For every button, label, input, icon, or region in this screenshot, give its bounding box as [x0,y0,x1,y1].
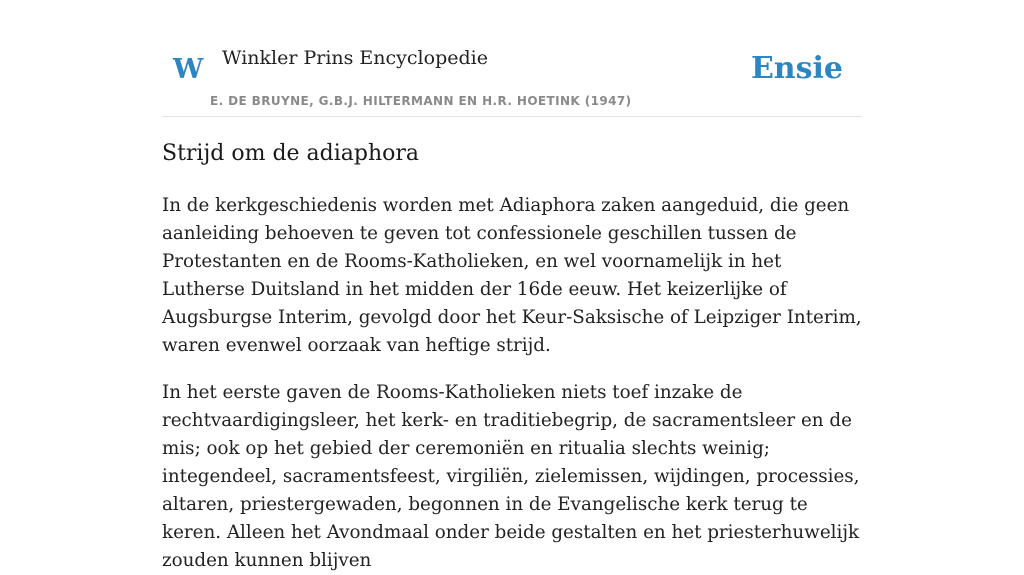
site-logo[interactable]: W [173,54,204,85]
article-paragraph: In het eerste gaven de Rooms-Katholieken niets toef inzake de rechtvaardigingsleer, het kerk- en traditiebegrip, de sacramentsleer en de mis; ook op het gebied der ceremoniën en ritualia slechts weinig; integendeel, sacramentsfeest, virgiliën, zielemissen, wijdingen, processies, altaren, priestergewaden, begonnen in de Evangelische kerk terug te keren. Alleen het Avondmaal onder beide gestalten en het priesterhuwelijk zouden kunnen blijven [162,382,860,571]
ensie-brand-link[interactable]: Ensie [750,51,843,86]
article-content [162,138,867,575]
site-title: Winkler Prins Encyclopedie [222,47,488,69]
authors-byline: E. DE BRUYNE, G.B.J. HILTERMANN EN H.R. HOETINK (1947) [210,94,632,108]
site-header [162,0,862,117]
article-paragraph: In de kerkgeschiedenis worden met Adiaphora zaken aangeduid, die geen aanleiding behoeven te geven tot confessionele geschillen tussen de Protestanten en de Rooms-Katholieken, en wel voornamelijk in het Lutherse Duitsland in het midden der 16de eeuw. Het keizerlijke of Augsburgse Interim, gevolgd door het Keur-Saksische of Leipziger Interim, waren evenwel oorzaak van heftige strijd. [162,195,862,356]
article-title: Strijd om de adiaphora [162,141,420,166]
